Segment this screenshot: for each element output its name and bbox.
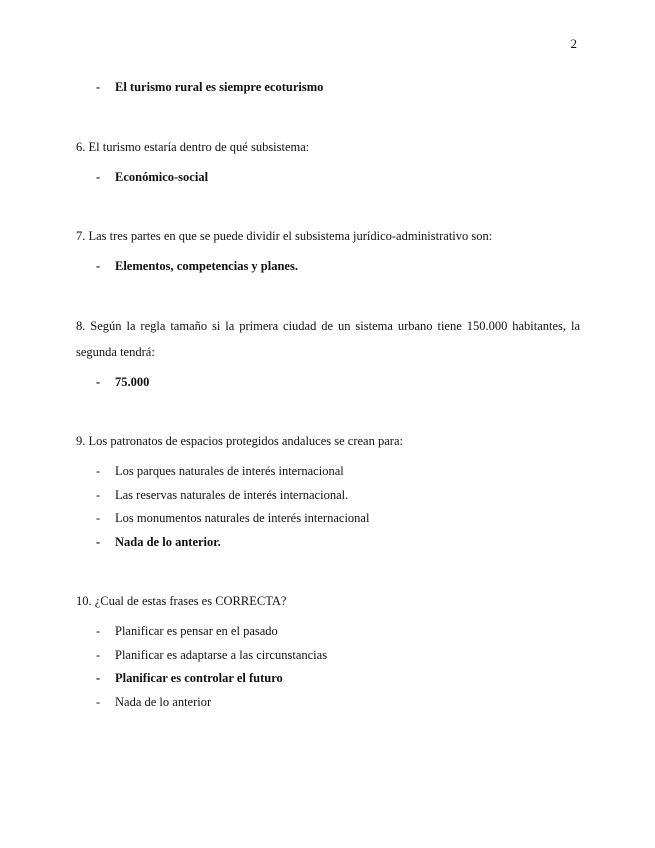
bullet-dash: - [96, 671, 101, 685]
question-block [76, 134, 580, 224]
answer-option-correct [76, 371, 580, 395]
answer-option [76, 507, 580, 531]
bullet-dash: - [96, 511, 101, 525]
bullet-dash: - [96, 259, 101, 273]
answer-text: Económico-social [115, 169, 209, 184]
answer-option [76, 691, 580, 715]
question-block [76, 428, 580, 588]
answer-options [76, 460, 580, 554]
answer-text: 75.000 [115, 374, 150, 389]
bullet-dash: - [96, 534, 101, 549]
question-block [76, 76, 580, 134]
question-text: 9. Los patronatos de espacios protegidos andaluces se crean para: [76, 434, 403, 448]
answer-text: Los monumentos naturales de interés internacional [115, 511, 370, 525]
bullet-dash: - [96, 169, 101, 184]
answer-text: Nada de lo anterior. [115, 534, 221, 549]
answer-option-correct [76, 166, 580, 190]
answer-option [76, 460, 580, 484]
page-number: 2 [570, 36, 577, 51]
bullet-dash: - [96, 374, 101, 389]
answer-option-correct [76, 76, 580, 100]
answer-text: Planificar es pensar en el pasado [115, 624, 278, 638]
answer-option-correct [76, 255, 580, 279]
question-text: 8. Según la regla tamaño si la primera ciudad de un sistema urbano tiene 150.000 habitantes, la segunda tendrá: [76, 318, 580, 359]
bullet-dash: - [96, 464, 101, 478]
answer-options [76, 255, 580, 279]
question-block [76, 223, 580, 313]
answer-text: Planificar es controlar el futuro [115, 671, 283, 685]
bullet-dash: - [96, 624, 101, 638]
bullet-dash: - [96, 80, 101, 94]
question-text: 7. Las tres partes en que se puede dividir el subsistema jurídico-administrativo son: [76, 229, 493, 243]
answer-options [76, 371, 580, 395]
answer-text: Los parques naturales de interés internacional [115, 464, 344, 478]
bullet-dash: - [96, 487, 101, 502]
answer-text: Las reservas naturales de interés internacional. [115, 487, 349, 502]
answer-options [76, 166, 580, 190]
answer-options [76, 76, 580, 100]
answer-text: Elementos, competencias y planes. [115, 259, 298, 273]
answer-option [76, 484, 580, 508]
answer-option [76, 620, 580, 644]
bullet-dash: - [96, 647, 101, 662]
answer-option-correct [76, 531, 580, 555]
answer-text: Nada de lo anterior [115, 694, 212, 709]
answer-option-correct [76, 667, 580, 691]
question-text: 10. ¿Cual de estas frases es CORRECTA? [76, 594, 287, 608]
question-block [76, 588, 580, 714]
answer-option [76, 644, 580, 668]
bullet-dash: - [96, 694, 101, 709]
document-body [76, 76, 580, 714]
question-block [76, 313, 580, 429]
answer-text: Planificar es adaptarse a las circunstancias [115, 647, 328, 662]
question-text: 6. El turismo estaría dentro de qué subsistema: [76, 139, 310, 154]
answer-options [76, 620, 580, 714]
answer-text: El turismo rural es siempre ecoturismo [115, 80, 324, 94]
